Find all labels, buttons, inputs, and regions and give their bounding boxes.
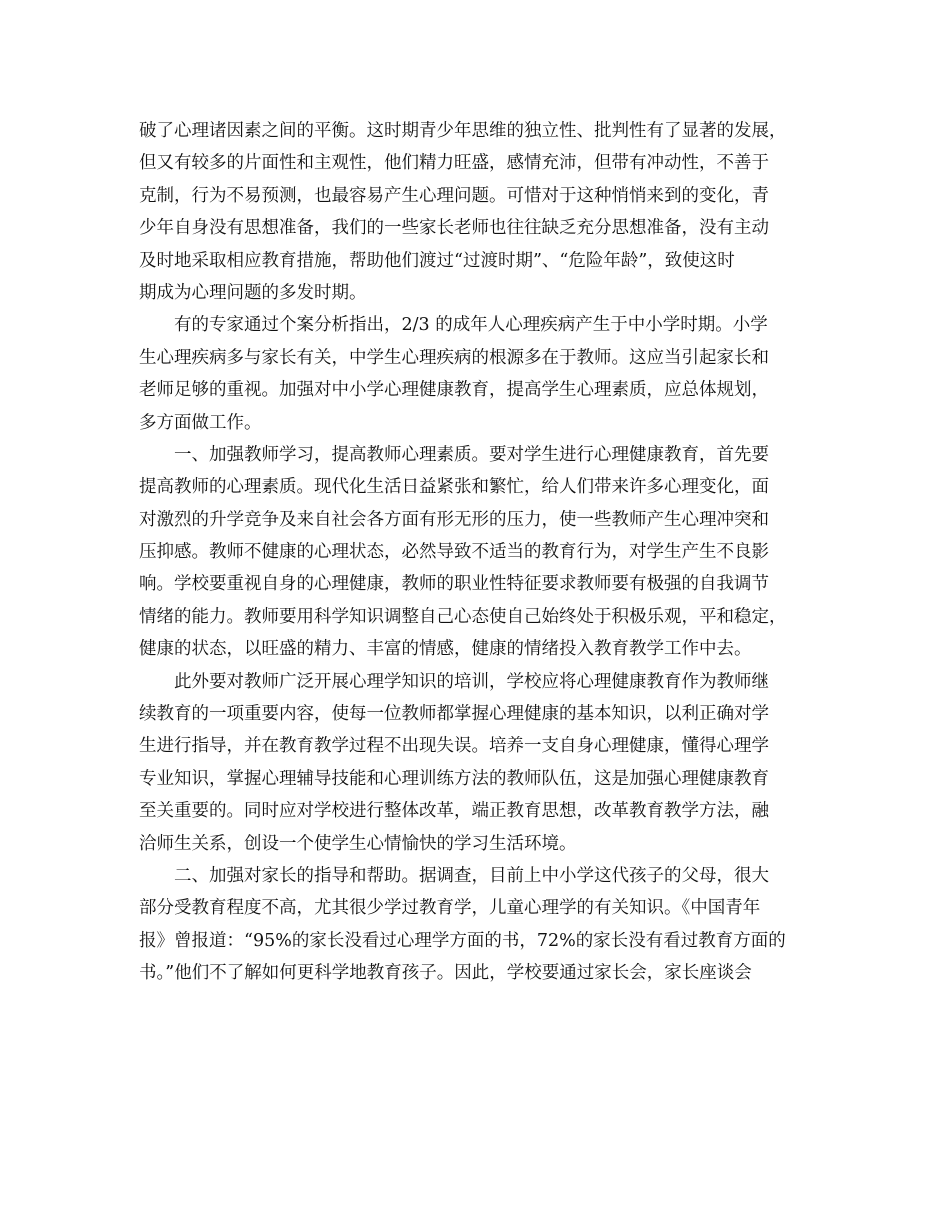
paragraph-3-line-6: 情绪的能力。教师要用科学知识调整自己心态使自己始终处于积极乐观，平和稳定，: [139, 606, 787, 627]
paragraph-4-line-4: 专业知识，掌握心理辅导技能和心理训练方法的教师队伍，这是加强心理健康教育: [139, 768, 769, 789]
paragraph-3-line-1: 一、加强教师学习，提高教师心理素质。要对学生进行心理健康教育，首先要: [174, 444, 769, 465]
paragraph-1-line-1: 破了心理诸因素之间的平衡。这时期青少年思维的独立性、批判性有了显著的发展，: [139, 121, 787, 141]
paragraph-1-line-4: 少年自身没有思想准备，我们的一些家长老师也往往缺乏充分思想准备，没有主动: [139, 218, 769, 239]
paragraph-5-line-2: 部分受教育程度不高，尤其很少学过教育学，儿童心理学的有关知识。《中国青年: [139, 898, 761, 919]
paragraph-3-line-5: 响。学校要重视自身的心理健康，教师的职业性特征要求教师要有极强的自我调节: [139, 574, 769, 595]
paragraph-5-line-4: 书。”他们不了解如何更科学地教育孩子。因此，学校要通过家长会，家长座谈会: [139, 963, 752, 984]
paragraph-4-line-3: 生进行指导，并在教育教学过程不出现失误。培养一支自身心理健康，懂得心理学: [139, 736, 769, 757]
paragraph-1-line-6: 期成为心理问题的多发时期。: [139, 282, 367, 303]
document-body: [139, 115, 829, 990]
paragraph-4-line-6: 洽师生关系，创设一个使学生心情愉快的学习生活环境。: [139, 833, 577, 854]
paragraph-2-line-3: 老师足够的重视。加强对中小学心理健康教育，提高学生心理素质，应总体规划，: [139, 380, 769, 401]
paragraph-3-line-3: 对激烈的升学竞争及来自社会各方面有形无形的压力，使一些教师产生心理冲突和: [139, 509, 769, 530]
paragraph-2-line-1: 有的专家通过个案分析指出，2/3 的成年人心理疾病产生于中小学时期。小学: [174, 315, 768, 336]
paragraph-5-line-1: 二、加强对家长的指导和帮助。据调查，目前上中小学这代孩子的父母，很大: [174, 865, 769, 886]
paragraph-4-line-2: 续教育的一项重要内容，使每一位教师都掌握心理健康的基本知识，以利正确对学: [139, 704, 769, 725]
paragraph-3-line-4: 压抑感。教师不健康的心理状态，必然导致不适当的教育行为，对学生产生不良影: [139, 542, 769, 563]
paragraph-3-line-7: 健康的状态，以旺盛的精力、丰富的情感，健康的情绪投入教育教学工作中去。: [139, 639, 752, 660]
paragraph-1-line-3: 克制，行为不易预测，也最容易产生心理问题。可惜对于这种悄悄来到的变化，青: [139, 185, 769, 206]
paragraph-3-line-2: 提高教师的心理素质。现代化生活日益紧张和繁忙，给人们带来许多心理变化，面: [139, 477, 769, 498]
paragraph-5-line-3: 报》曾报道：“95%的家长没看过心理学方面的书，72%的家长没有看过教育方面的: [139, 930, 786, 951]
paragraph-4-line-1: 此外要对教师广泛开展心理学知识的培训，学校应将心理健康教育作为教师继: [174, 671, 769, 692]
paragraph-2-line-2: 生心理疾病多与家长有关，中学生心理疾病的根源多在于教师。这应当引起家长和: [139, 347, 769, 368]
paragraph-2-line-4: 多方面做工作。: [139, 412, 262, 433]
paragraph-1-line-2: 但又有较多的片面性和主观性，他们精力旺盛，感情充沛，但带有冲动性，不善于: [139, 153, 769, 174]
paragraph-4-line-5: 至关重要的。同时应对学校进行整体改革，端正教育思想，改革教育教学方法，融: [139, 801, 769, 822]
paragraph-1-line-5: 及时地采取相应教育措施，帮助他们渡过“过渡时期”、“危险年龄”，致使这时: [139, 250, 735, 271]
